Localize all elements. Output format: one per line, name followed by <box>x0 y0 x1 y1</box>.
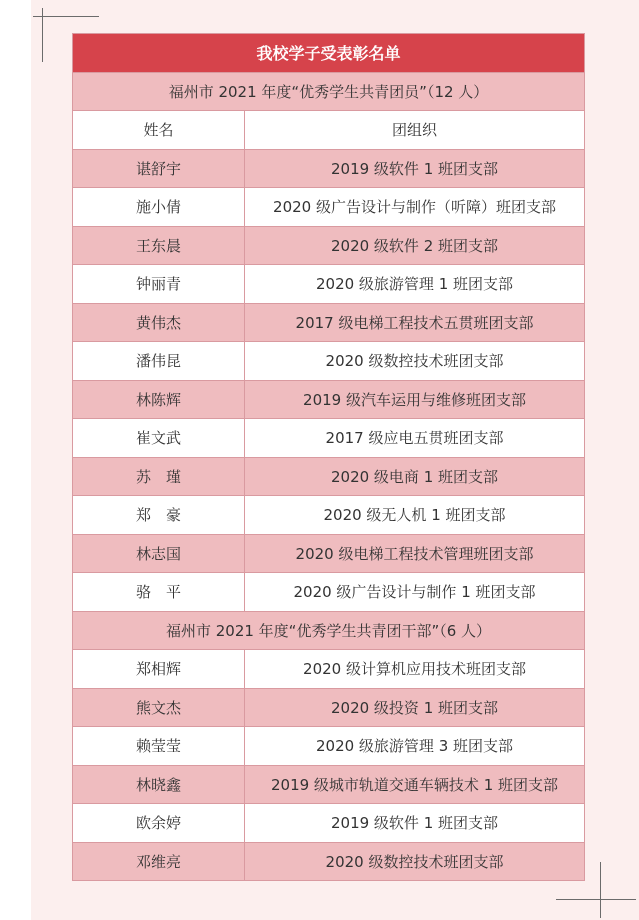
table-row <box>73 496 585 535</box>
table-row <box>73 419 585 458</box>
row-org: 2017 级应电五贯班团支部 <box>245 419 585 458</box>
table-row <box>73 688 585 727</box>
table-row <box>73 265 585 304</box>
row-org: 2020 级旅游管理 1 班团支部 <box>245 265 585 304</box>
row-name: 王东晨 <box>73 226 245 265</box>
row-name: 邓维亮 <box>73 842 245 881</box>
row-name: 潘伟昆 <box>73 342 245 381</box>
table-row <box>73 342 585 381</box>
table-row <box>73 149 585 188</box>
row-name: 赖莹莹 <box>73 727 245 766</box>
table-row <box>73 303 585 342</box>
row-name: 苏 瑾 <box>73 457 245 496</box>
row-name: 欧余婷 <box>73 804 245 843</box>
section-1-row <box>73 72 585 111</box>
corner-mark-bottom-vertical <box>600 862 601 918</box>
row-name: 林晓鑫 <box>73 765 245 804</box>
row-org: 2020 级数控技术班团支部 <box>245 842 585 881</box>
row-name: 郑相辉 <box>73 650 245 689</box>
header-name: 姓名 <box>73 111 245 150</box>
title-row <box>73 34 585 73</box>
corner-mark-bottom-horizontal <box>556 899 636 900</box>
row-name: 崔文武 <box>73 419 245 458</box>
row-org: 2019 级汽车运用与维修班团支部 <box>245 380 585 419</box>
table-row <box>73 804 585 843</box>
header-row <box>73 111 585 150</box>
row-name: 施小倩 <box>73 188 245 227</box>
table-title: 我校学子受表彰名单 <box>73 34 585 73</box>
row-name: 骆 平 <box>73 573 245 612</box>
row-org: 2019 级软件 1 班团支部 <box>245 149 585 188</box>
row-org: 2020 级软件 2 班团支部 <box>245 226 585 265</box>
row-name: 钟丽青 <box>73 265 245 304</box>
corner-mark-top-horizontal <box>33 16 99 17</box>
row-org: 2019 级城市轨道交通车辆技术 1 班团支部 <box>245 765 585 804</box>
row-name: 谌舒宇 <box>73 149 245 188</box>
section-2-row <box>73 611 585 650</box>
table-row <box>73 765 585 804</box>
row-org: 2020 级计算机应用技术班团支部 <box>245 650 585 689</box>
table-row <box>73 727 585 766</box>
row-name: 林陈辉 <box>73 380 245 419</box>
table-row <box>73 650 585 689</box>
table-row <box>73 842 585 881</box>
section-1-title: 福州市 2021 年度“优秀学生共青团员”（12 人） <box>73 72 585 111</box>
section-2-title: 福州市 2021 年度“优秀学生共青团干部”（6 人） <box>73 611 585 650</box>
row-name: 熊文杰 <box>73 688 245 727</box>
table-row <box>73 457 585 496</box>
row-org: 2020 级广告设计与制作 1 班团支部 <box>245 573 585 612</box>
row-org: 2017 级电梯工程技术五贯班团支部 <box>245 303 585 342</box>
row-org: 2020 级广告设计与制作（听障）班团支部 <box>245 188 585 227</box>
table-row <box>73 188 585 227</box>
row-org: 2019 级软件 1 班团支部 <box>245 804 585 843</box>
row-org: 2020 级投资 1 班团支部 <box>245 688 585 727</box>
table-row <box>73 534 585 573</box>
row-name: 林志国 <box>73 534 245 573</box>
row-name: 黄伟杰 <box>73 303 245 342</box>
table-row <box>73 573 585 612</box>
header-org: 团组织 <box>245 111 585 150</box>
row-name: 郑 豪 <box>73 496 245 535</box>
table-row <box>73 226 585 265</box>
row-org: 2020 级无人机 1 班团支部 <box>245 496 585 535</box>
row-org: 2020 级电商 1 班团支部 <box>245 457 585 496</box>
commendation-table <box>72 33 585 881</box>
row-org: 2020 级电梯工程技术管理班团支部 <box>245 534 585 573</box>
row-org: 2020 级数控技术班团支部 <box>245 342 585 381</box>
row-org: 2020 级旅游管理 3 班团支部 <box>245 727 585 766</box>
table-row <box>73 380 585 419</box>
